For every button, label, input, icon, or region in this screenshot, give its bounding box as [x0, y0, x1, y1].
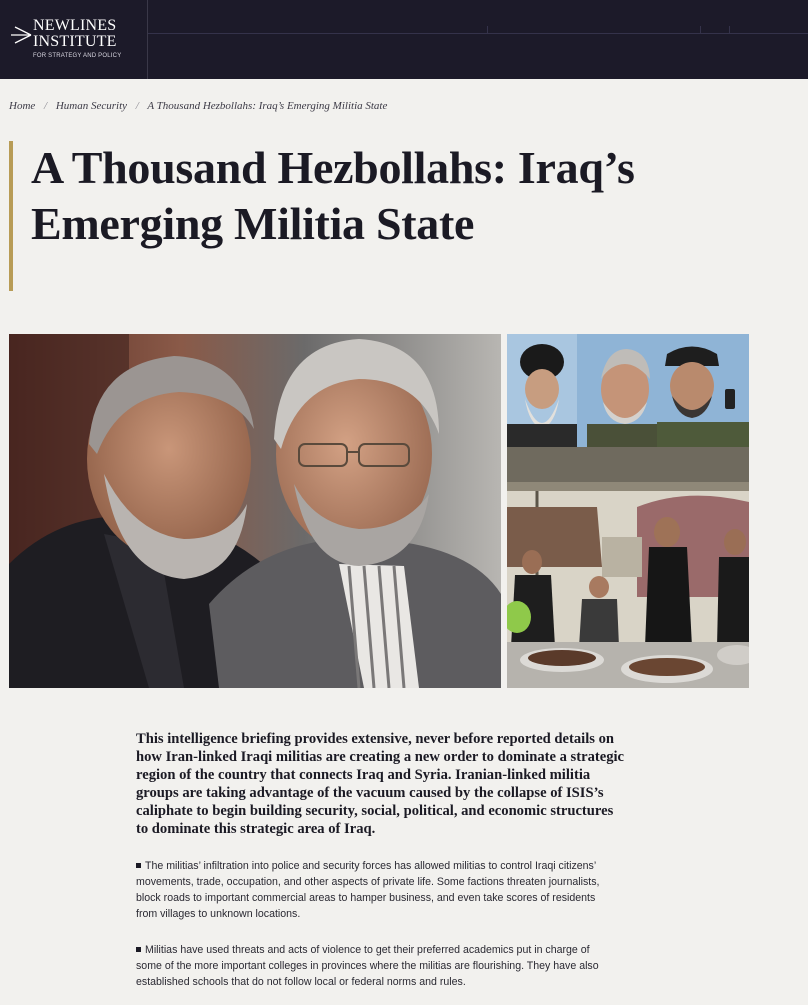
bullet-square-icon: [136, 863, 141, 868]
page-title: A Thousand Hezbollahs: Iraq’s Emerging Militia State: [31, 142, 635, 249]
photo-tent-scene: [507, 447, 749, 688]
article-bullet: [136, 858, 616, 922]
breadcrumb-separator: /: [44, 100, 48, 112]
article-bullet-text: Militias have used threats and acts of violence to get their preferred academics put in charge of some of the more important colleges in provinces where the militias are flourishing. They have also established schools that do not follow local or federal norms and rules.: [136, 944, 599, 988]
photo-poster: [507, 334, 749, 447]
logo-text-newlines: NEWLINES: [33, 17, 117, 34]
nav-divider-tick: [487, 26, 488, 34]
logo-tagline: FOR STRATEGY AND POLICY: [33, 53, 122, 59]
article-bullet-text: The militias’ infiltration into police and security forces has allowed militias to control Iraqi citizens’ movements, trade, occupation, and other aspects of private life. Some factions threaten journalists, block roads to important commercial areas to hamper business, and even take scores of residents from villages to unknown locations.: [136, 860, 600, 920]
breadcrumb-separator: /: [135, 100, 139, 112]
hero-photo-main: [9, 334, 501, 688]
article-bullet: [136, 942, 616, 990]
breadcrumb: [9, 100, 387, 112]
bullet-square-icon: [136, 947, 141, 952]
logo-arrow-icon: [9, 24, 33, 46]
breadcrumb-home[interactable]: Home: [9, 100, 36, 112]
nav-divider: [148, 33, 808, 34]
breadcrumb-human-security[interactable]: Human Security: [55, 100, 128, 112]
article-lead: This intelligence briefing provides extensive, never before reported details on how Iran-linked Iraqi militias are creating a new order to dominate a strategic region of the country that connects Iraq and Syria. Iranian-linked militia groups are taking advantage of the vacuum caused by the collapse of ISIS’s caliphate to begin building security, social, political, and economic structures to dominate this strategic area of Iraq.: [136, 731, 625, 837]
logo-text-institute: INSTITUTE: [33, 33, 117, 50]
site-header: [0, 0, 808, 79]
breadcrumb-current: A Thousand Hezbollahs: Iraq’s Emerging Militia State: [147, 100, 388, 112]
nav-divider-tick: [729, 26, 730, 34]
nav-divider-tick: [700, 26, 701, 34]
title-accent-bar: [9, 141, 13, 291]
site-logo[interactable]: [0, 0, 148, 79]
